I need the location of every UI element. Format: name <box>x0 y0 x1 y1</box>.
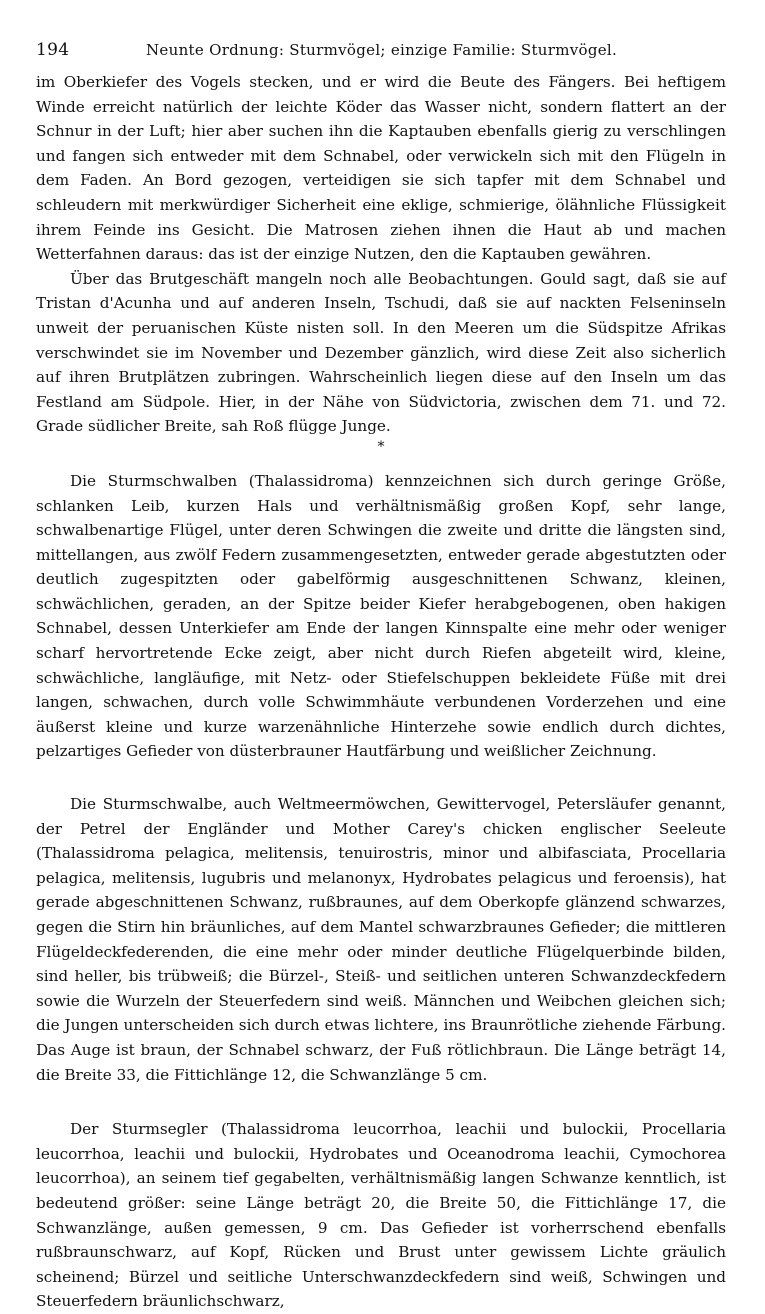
page-header <box>36 40 726 66</box>
paragraph-sturmschwalbe-species: Die Sturmschwalbe, auch Weltmeermöwchen, Gewittervogel, Petersläufer genannt, der Petrel der Engländer und Mother Carey's chicken englischer Seeleute (Thalassidroma pelagica, melitensis, tenuirostris, minor und albifasciata, Procellaria pelagica, melitensis, lugubris und melanonyx, Hydrobates pelagicus und feroensis), hat gerade abgeschnittenen Schwanz, rußbraunes, auf dem Oberkopfe glänzend schwarzes, gegen die Stirn hin bräunliches, auf dem Mantel schwarzbraunes Gefieder; die mittleren Flügeldeckfederenden, die eine mehr oder minder deutliche Flügelquerbinde bilden, sind heller, bis trübweiß; die Bürzel-, Steiß- und seitlichen unteren Schwanzdeckfedern sowie die Wurzeln der Steuerfedern sind weiß. Männchen und Weibchen gleichen sich; die Jungen unterscheiden sich durch etwas lichtere, ins Braunrötliche ziehende Färbung. Das Auge ist braun, der Schnabel schwarz, der Fuß rötlichbraun. Die Länge beträgt 14, die Breite 33, die Fittichlänge 12, die Schwanzlänge 5 cm. <box>36 795 726 1084</box>
section-divider-asterisk: * <box>377 438 385 455</box>
running-title: Neunte Ordnung: Sturmvögel; einzige Familie: Sturmvögel. <box>146 41 618 59</box>
paragraph-sturmsegler-species: Der Sturmsegler (Thalassidroma leucorrhoa, leachii und bulockii, Procellaria leucorrhoa, leachii und bulockii, Hydrobates und Oceanodroma leachii, Cymochorea leucorrhoa), an seinem tief gegabelten, verhältnismäßig langen Schwanze kenntlich, ist bedeutend größer: seine Länge beträgt 20, die Breite 50, die Fittichlänge 17, die Schwanzlänge, außen gemessen, 9 cm. Das Gefieder ist vorherrschend ebenfalls rußbraunschwarz, auf Kopf, Rücken und Brust unter gewissem Lichte gräulich scheinend; Bürzel und seitliche Unterschwanzdeckfedern sind weiß, Schwingen und Steuerfedern bräunlichschwarz, <box>36 1120 726 1311</box>
paragraph-sturmschwalben-genus: Die Sturmschwalben (Thalassidroma) kennzeichnen sich durch geringe Größe, schlanken Leib, kurzen Hals und verhältnismäßig großen Kopf, sehr lange, schwalbenartige Flügel, unter deren Schwingen die zweite und dritte die längsten sind, mittellangen, aus zwölf Federn zusammengesetzten, entweder gerade abgestutzten oder deutlich zugespitzten oder gabelförmig ausgeschnittenen Schwanz, kleinen, schwächlichen, geraden, an der Spitze beider Kiefer herabgebogenen, oben hakigen Schnabel, dessen Unterkiefer am Ende der langen Kinnspalte eine mehr oder weniger scharf hervortretende Ecke zeigt, aber nicht durch Riefen abgeteilt wird, kleine, schwächliche, langläufige, mit Netz- oder Stiefelschuppen bekleidete Füße mit drei langen, schwachen, durch volle Schwimmhäute verbundenen Vorderzehen und eine äußerst kleine und kurze warzenähnliche Hinterzehe sowie endlich durch dichtes, pelzartiges Gefieder von düsterbrauner Hautfärbung und weißlicher Zeichnung. <box>36 471 726 761</box>
page-number: 194 <box>36 40 70 60</box>
paragraph-kaptauben-capture: im Oberkiefer des Vogels stecken, und er wird die Beute des Fängers. Bei heftigem Winde erreicht natürlich der leichte Köder das Wasser nicht, sondern flattert an der Schnur in der Luft; hier aber suchen ihn die Kaptauben ebenfalls gierig zu verschlingen und fangen sich entweder mit dem Schnabel, oder verwickeln sich mit den Flügeln in dem Faden. An Bord gezogen, verteidigen sie sich tapfer mit dem Schnabel und schleudern mit merkwürdiger Sicherheit eine eklige, schmierige, ölähnliche Flüssigkeit ihrem Feinde ins Gesicht. Die Matrosen ziehen ihnen die Haut ab und machen Wetterfahnen daraus: das ist der einzige Nutzen, den die Kaptauben gewähren. <box>36 73 726 264</box>
book-page <box>36 40 726 1314</box>
paragraph-brutgeschaeft: Über das Brutgeschäft mangeln noch alle Beobachtungen. Gould sagt, daß sie auf Tristan d'Acunha und auf anderen Inseln, Tschudi, daß sie auf nackten Felseninseln unweit der peruanischen Küste nisten soll. In den Meeren um die Südspitze Afrikas verschwindet sie im November und Dezember gänzlich, wird diese Zeit also sicherlich auf ihren Brutplätzen zubringen. Wahrscheinlich liegen diese auf den Inseln um das Festland am Südpole. Hier, in der Nähe von Südvictoria, zwischen dem 71. und 72. Grade südlicher Breite, sah Roß flügge Junge. <box>36 269 726 436</box>
